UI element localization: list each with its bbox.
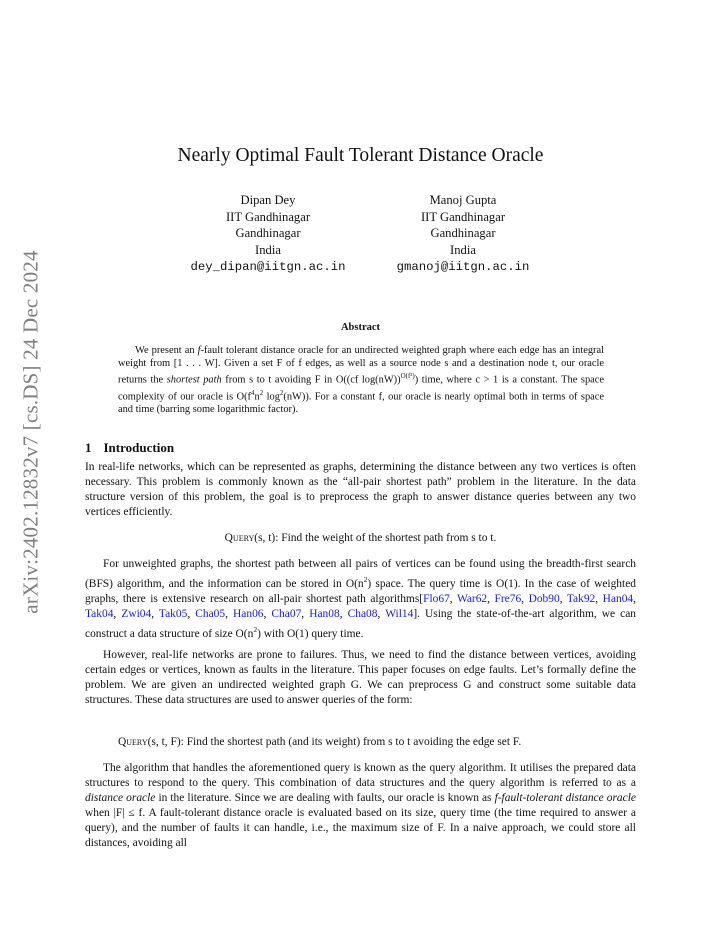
- citation-link[interactable]: Tak04: [85, 608, 114, 621]
- citation-link[interactable]: Dob90: [528, 593, 560, 605]
- citation-link[interactable]: Wil14: [385, 608, 414, 621]
- section-heading: [85, 440, 186, 456]
- paragraph-3: However, real-life networks are prone to failures. Thus, we need to find the distance between vertices, avoiding certain edges or vertices, known as faults in the literature. This paper focuses on edge faults. Let’s formally define the problem. We are given an undirected weighted graph G. We can preprocess G and construct some suitable data structures. These data structures are used to answer queries of the form:: [85, 649, 636, 707]
- author-country: India: [450, 243, 476, 258]
- author-country: India: [255, 243, 281, 258]
- paper-title: Nearly Optimal Fault Tolerant Distance Oracle: [177, 145, 544, 166]
- abstract-text: We present an f-fault tolerant distance oracle for an undirected weighted graph where each edge has an integral weight from [1 . . . W]. Given a set F of f edges, as well as a source node s and a destination node t, our oracle returns the shortest path from s to t avoiding F in O((cf log(nW))$^{O(f^2)}$) time, where c > 1 is a constant. The space complexity of our oracle is $O(f^4n^2$ $\log^2(nW)$). For a constant f, our oracle is nearly optimal both in terms of space and time (barring some logarithmic factor).: [118, 345, 604, 416]
- arxiv-sidebar: [6, 228, 56, 636]
- author-name: Dipan Dey: [240, 193, 296, 207]
- author-affiliation: IIT Gandhinagar: [420, 209, 506, 224]
- citation-link[interactable]: Flo67: [423, 593, 450, 605]
- citation-link[interactable]: Tak92: [566, 593, 596, 605]
- author-city: Gandhinagar: [235, 226, 301, 241]
- paragraph-1: In real-life networks, which can be represented as graphs, determining the distance between any two vertices is often necessary. This problem is commonly known as the “all-pair shortest path” problem in the literature. In the data structure version of this problem, the goal is to preprocess the graph to answer distance queries between any two vertices efficiently.: [85, 461, 636, 519]
- citation-link[interactable]: Zwi04: [121, 608, 152, 621]
- section-title: Introduction: [103, 440, 175, 455]
- citation-link[interactable]: Han06: [233, 608, 264, 621]
- author-email: dey_dipan@iitgn.ac.in: [190, 259, 346, 274]
- author-city: Gandhinagar: [430, 226, 496, 241]
- abstract-heading: Abstract: [340, 322, 381, 333]
- author-email: gmanoj@iitgn.ac.in: [396, 259, 530, 274]
- citation-link[interactable]: Tak05: [158, 608, 188, 621]
- author-name: Manoj Gupta: [429, 193, 497, 207]
- paragraph-2: For unweighted graphs, the shortest path between all pairs of vertices can be found using the breadth-first search (BFS) algorithm, and the information can be stored in $O(n^2)$ space. The query time is O(1). In the case of weighted graphs, there is extensive research on all-pair shortest path algorithms[Flo67, War62, Fre76, Dob90, Tak92, Han04, Tak04, Zwi04, Tak05, Cha05, Han06, Cha07, Han08, Cha08, Wil14]. Using the state-of-the-art algorithm, we can construct a data structure of size $O(n^2)$ with O(1) query time.: [85, 558, 637, 640]
- citation-link[interactable]: Cha08: [347, 608, 378, 621]
- query-definition-1: Query(s, t): Find the weight of the shortest path from s to t.: [224, 532, 497, 544]
- author-affiliation: IIT Gandhinagar: [225, 209, 311, 224]
- query-definition-2: Query(s, t, F): Find the shortest path (and its weight) from s to t avoiding the edge set F.: [118, 736, 522, 748]
- citation-link[interactable]: Cha05: [195, 608, 226, 621]
- citation-link[interactable]: War62: [456, 593, 488, 605]
- author-block-2: [369, 192, 557, 276]
- citation-link[interactable]: Fre76: [494, 593, 522, 605]
- paragraph-4: The algorithm that handles the aforementioned query is known as the query algorithm. It utilises the prepared data structures to respond to the query. This combination of data structures and the query algorithm is referred to as a distance oracle in the literature. Since we are dealing with faults, our oracle is known as f-fault-tolerant distance oracle when |F| ≤ f. A fault-tolerant distance oracle is evaluated based on its size, query time (the time required to answer a query), and the number of faults it can handle, i.e., the maximum size of F. In a naive approach, we could store all distances, avoiding all: [85, 762, 636, 850]
- section-number: 1: [85, 440, 92, 455]
- citation-link[interactable]: Han08: [309, 608, 340, 621]
- citation-link[interactable]: Cha07: [271, 608, 302, 621]
- author-block-1: [170, 192, 366, 276]
- arxiv-identifier: arXiv:2402.12832v7 [cs.DS] 24 Dec 2024: [18, 250, 43, 614]
- citation-link[interactable]: Han04: [602, 593, 634, 605]
